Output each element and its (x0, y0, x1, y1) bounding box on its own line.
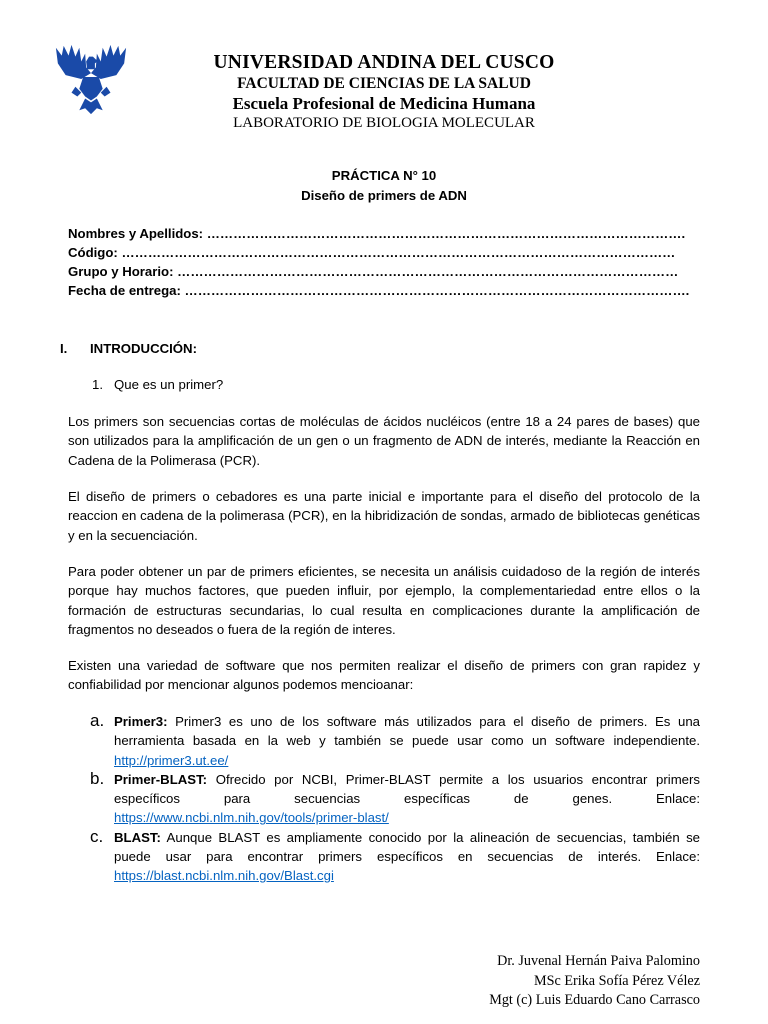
tool-name: BLAST: (114, 829, 161, 845)
tool-link[interactable]: https://www.ncbi.nlm.nih.gov/tools/primer-blast/ (114, 810, 389, 826)
university-eagle-logo (52, 40, 130, 118)
tool-link[interactable]: https://blast.ncbi.nlm.nih.gov/Blast.cgi (114, 868, 334, 884)
practice-heading (150, 166, 618, 206)
signer-name: MSc Erika Sofía Pérez Vélez (534, 972, 700, 989)
code-label: Código: (68, 245, 118, 260)
code-blank: ……………………………………………………………………………………………………………… (117, 245, 676, 260)
list-item (90, 770, 700, 828)
name-label: Nombres y Apellidos: (68, 226, 204, 241)
section-title: INTRODUCCIÓN: (90, 341, 197, 356)
list-marker: b. (90, 768, 105, 788)
signer-name: Dr. Juvenal Hernán Paiva Palomino (497, 953, 700, 969)
school-name: Escuela Profesional de Medicina Humana (232, 94, 536, 113)
question-text: Que es un primer? (114, 377, 224, 392)
student-info-form (68, 224, 690, 300)
university-name: UNIVERSIDAD ANDINA DEL CUSCO (213, 52, 555, 73)
paragraph-efficient-primers: Para poder obtener un par de primers eficientes, se necesita un análisis cuidadoso de la región de interés porque hay muchos factores, que pueden influir, por ejemplo, la complementariedad entre ellos o la formación de estructuras secundarias, lo cual resulta en complicaciones durante la amplificación de fragmentos no deseados o fuera de la región de interes. (68, 564, 700, 637)
software-list (90, 712, 700, 886)
tool-description: Aunque BLAST es ampliamente conocido por la alineación de secuencias, también se puede usar para encontrar primers específicos en secuencias de interés. Enlace: (114, 829, 700, 865)
tool-description: Primer3 es uno de los software más utilizados para el diseño de primers. Es una herramienta basada en la web y también se puede usar como un software independiente. (114, 714, 700, 749)
signatories (489, 952, 700, 1011)
question-number: 1. (92, 377, 103, 392)
list-marker: c. (90, 826, 104, 846)
group-label: Grupo y Horario: (68, 264, 174, 279)
paragraph-software-intro: Existen una variedad de software que nos permiten realizar el diseño de primers con gran rapidez y confiabilidad por mencionar algunos podemos mencioanar: (68, 658, 700, 693)
lab-name: LABORATORIO DE BIOLOGIA MOLECULAR (233, 115, 535, 131)
list-item (90, 712, 700, 770)
faculty-name: FACULTAD DE CIENCIAS DE LA SALUD (237, 75, 531, 92)
signer-name: Mgt (c) Luis Eduardo Cano Carrasco (489, 992, 700, 1008)
list-marker: a. (90, 711, 105, 730)
practice-title: Diseño de primers de ADN (301, 188, 467, 203)
tool-name: Primer-BLAST: (114, 771, 208, 787)
paragraph-primers-definition: Los primers son secuencias cortas de moléculas de ácidos nucléicos (entre 18 a 24 pares de bases) que son utilizados para la amplificación de un gen o un fragmento de ADN de interés, mediante la Reacción en Cadena de la Polimerasa (PCR). (68, 414, 700, 468)
paragraph-primer-design: El diseño de primers o cebadores es una parte inicial e importante para el diseño del protocolo de la reaccion en cadena de la polimerasa (PCR), en la hibridización de sondas, armado de bibliotecas genéticas y en la secuenciación. (68, 489, 700, 543)
section-number: I. (60, 341, 68, 356)
tool-description: Ofrecido por NCBI, Primer-BLAST permite a los usuarios encontrar primers específicos para secuencias específicas de genes. Enlace: (114, 771, 700, 807)
section-heading (60, 339, 197, 358)
code-row (68, 243, 676, 262)
group-blank: …………………………………………………………………………………………………… (173, 264, 679, 279)
practice-number: PRÁCTICA N° 10 (331, 168, 437, 183)
group-row (68, 262, 679, 281)
question-item (92, 375, 223, 394)
date-label: Fecha de entrega: (68, 283, 181, 298)
list-item (90, 828, 700, 886)
institution-header (150, 52, 618, 133)
tool-link[interactable]: http://primer3.ut.ee/ (114, 752, 229, 768)
name-row (68, 224, 686, 243)
tool-name: Primer3: (114, 714, 168, 729)
date-row (68, 281, 690, 300)
date-blank: ……………………………………………………………………………………………………. (180, 283, 690, 298)
name-blank: ………………………………………………………………………………………………. (203, 226, 686, 241)
